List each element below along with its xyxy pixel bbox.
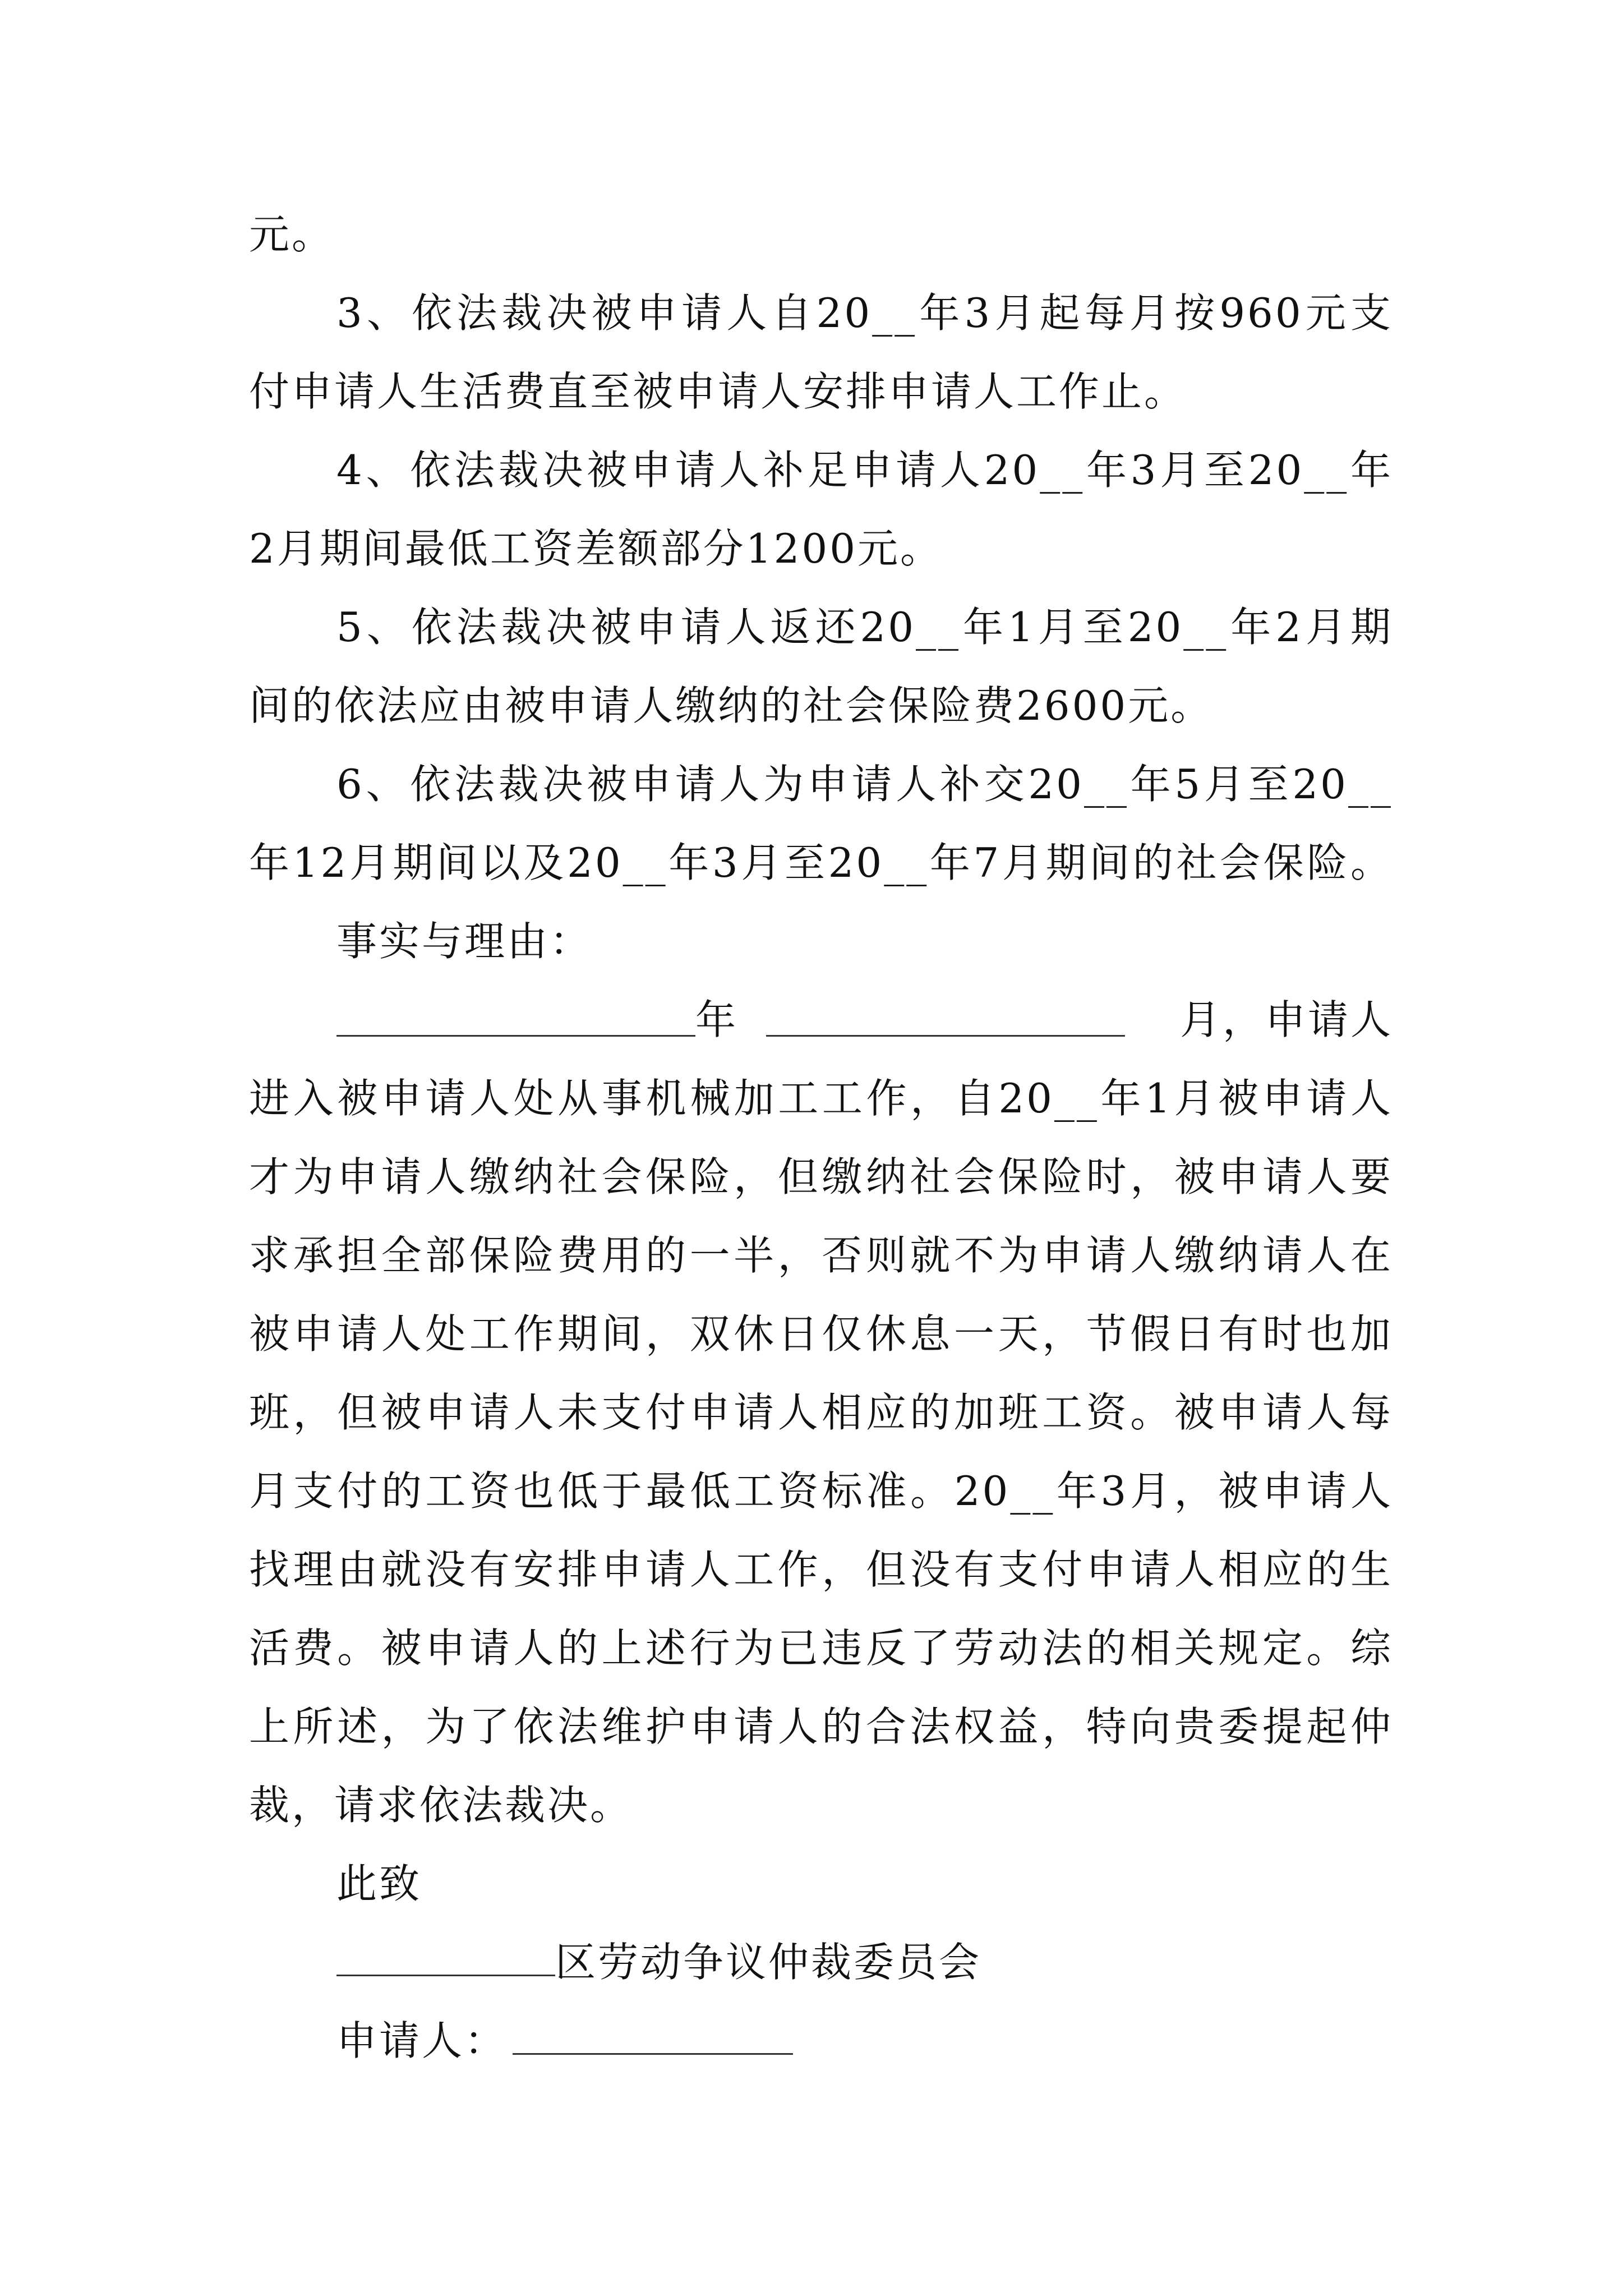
claim-3-line-1: 3、依法裁决被申请人自20__年3月起每月按960元支 [336, 289, 1393, 337]
claim-3-line-2: 付申请人生活费直至被申请人安排申请人工作止。 [249, 368, 1187, 415]
facts-line: 被申请人处工作期间，双休日仅休息一天，节假日有时也加 [249, 1310, 1393, 1358]
facts-line: 求承担全部保险费用的一半，否则就不为申请人缴纳请人在 [249, 1232, 1393, 1279]
facts-heading: 事实与理由： [336, 918, 593, 965]
addressee-text: 区劳动争议仲裁委员会 [555, 1939, 982, 1986]
applicant-line [336, 2013, 1393, 2069]
facts-line: 才为申请人缴纳社会保险，但缴纳社会保险时，被申请人要 [249, 1153, 1393, 1200]
claim-6-line-2: 年12月期间以及20__年3月至20__年7月期间的社会保险。 [249, 839, 1393, 886]
year-label: 年 [695, 996, 739, 1043]
facts-line: 进入被申请人处从事机械加工工作，自20__年1月被申请人 [249, 1075, 1393, 1122]
addressee-line [336, 1934, 1393, 1990]
facts-line: 月支付的工资也低于最低工资标准。20__年3月，被申请人 [249, 1467, 1393, 1515]
text-line: 元。 [249, 211, 335, 258]
facts-line: 上所述，为了依法维护申请人的合法权益，特向贵委提起仲 [249, 1703, 1393, 1750]
applicant-label: 申请人： [336, 2017, 508, 2064]
applicant-blank [513, 2014, 793, 2055]
claim-4-line-1: 4、依法裁决被申请人补足申请人20__年3月至20__年 [336, 447, 1393, 494]
salutation: 此致 [336, 1860, 422, 1907]
month-blank [766, 1035, 1125, 1037]
fill-line [336, 992, 1393, 1048]
facts-line: 找理由就没有安排申请人工作，但没有支付申请人相应的生 [249, 1546, 1393, 1593]
facts-line: 活费。被申请人的上述行为已违反了劳动法的相关规定。综 [249, 1625, 1393, 1672]
claim-5-line-2: 间的依法应由被申请人缴纳的社会保险费2600元。 [249, 682, 1214, 729]
year-blank [336, 1035, 695, 1037]
claim-5-line-1: 5、依法裁决被申请人返还20__年1月至20__年2月期 [336, 604, 1393, 651]
district-blank [336, 1935, 555, 1976]
claim-4-line-2: 2月期间最低工资差额部分1200元。 [249, 525, 943, 572]
facts-line: 班，但被申请人未支付申请人相应的加班工资。被申请人每 [249, 1389, 1393, 1436]
facts-line: 裁，请求依法裁决。 [249, 1782, 633, 1829]
month-label: 月，申请人 [1179, 996, 1393, 1043]
claim-6-line-1: 6、依法裁决被申请人为申请人补交20__年5月至20__ [336, 761, 1393, 808]
